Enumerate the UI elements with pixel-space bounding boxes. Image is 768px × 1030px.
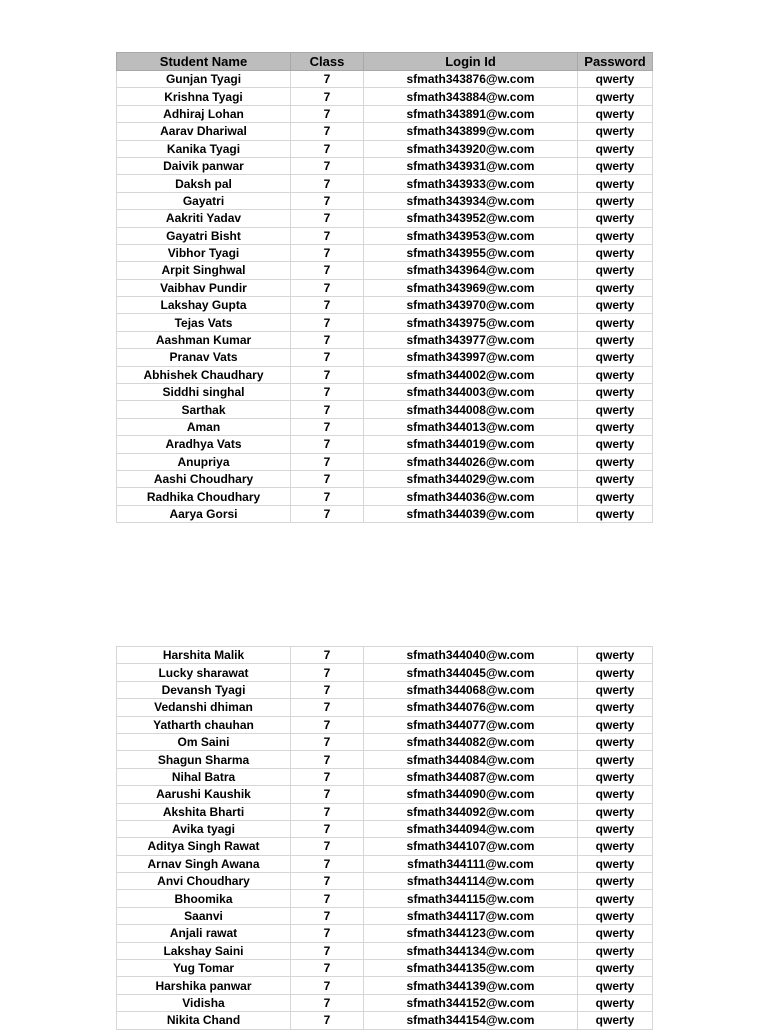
student-name-cell: Anupriya	[117, 453, 291, 470]
table-row	[117, 175, 653, 192]
student-name-cell: Yatharth chauhan	[117, 716, 291, 733]
login-id-cell: sfmath344045@w.com	[364, 664, 578, 681]
class-cell: 7	[291, 994, 364, 1011]
table-row	[117, 210, 653, 227]
table-row	[117, 123, 653, 140]
password-cell: qwerty	[578, 699, 653, 716]
password-cell: qwerty	[578, 994, 653, 1011]
password-cell: qwerty	[578, 244, 653, 261]
header-login-id: Login Id	[364, 53, 578, 71]
student-name-cell: Sarthak	[117, 401, 291, 418]
table-row	[117, 699, 653, 716]
class-cell: 7	[291, 140, 364, 157]
login-id-cell: sfmath343899@w.com	[364, 123, 578, 140]
password-cell: qwerty	[578, 157, 653, 174]
login-id-cell: sfmath344082@w.com	[364, 733, 578, 750]
student-name-cell: Om Saini	[117, 733, 291, 750]
login-id-cell: sfmath344139@w.com	[364, 977, 578, 994]
login-id-cell: sfmath344092@w.com	[364, 803, 578, 820]
password-cell: qwerty	[578, 123, 653, 140]
student-name-cell: Krishna Tyagi	[117, 88, 291, 105]
class-cell: 7	[291, 262, 364, 279]
table-row	[117, 453, 653, 470]
login-id-cell: sfmath343933@w.com	[364, 175, 578, 192]
login-id-cell: sfmath344008@w.com	[364, 401, 578, 418]
table-row	[117, 297, 653, 314]
password-cell: qwerty	[578, 436, 653, 453]
table-row	[117, 279, 653, 296]
password-cell: qwerty	[578, 960, 653, 977]
class-cell: 7	[291, 977, 364, 994]
table-row	[117, 71, 653, 88]
student-name-cell: Harshita Malik	[117, 647, 291, 664]
class-cell: 7	[291, 384, 364, 401]
password-cell: qwerty	[578, 192, 653, 209]
table-row	[117, 820, 653, 837]
student-name-cell: Akshita Bharti	[117, 803, 291, 820]
login-id-cell: sfmath344003@w.com	[364, 384, 578, 401]
student-name-cell: Aarav Dhariwal	[117, 123, 291, 140]
header-class: Class	[291, 53, 364, 71]
password-cell: qwerty	[578, 279, 653, 296]
login-id-cell: sfmath344026@w.com	[364, 453, 578, 470]
class-cell: 7	[291, 733, 364, 750]
table-row	[117, 384, 653, 401]
login-id-cell: sfmath344068@w.com	[364, 681, 578, 698]
password-cell: qwerty	[578, 331, 653, 348]
student-name-cell: Saanvi	[117, 907, 291, 924]
password-cell: qwerty	[578, 803, 653, 820]
student-table-top	[116, 52, 653, 523]
table-row	[117, 751, 653, 768]
table-row	[117, 925, 653, 942]
login-id-cell: sfmath343931@w.com	[364, 157, 578, 174]
table-row	[117, 505, 653, 522]
password-cell: qwerty	[578, 1012, 653, 1029]
table-row	[117, 262, 653, 279]
student-name-cell: Vaibhav Pundir	[117, 279, 291, 296]
login-id-cell: sfmath344152@w.com	[364, 994, 578, 1011]
class-cell: 7	[291, 873, 364, 890]
table-row	[117, 873, 653, 890]
table-row	[117, 244, 653, 261]
table-body-bottom	[117, 647, 653, 1030]
table-row	[117, 227, 653, 244]
login-id-cell: sfmath343975@w.com	[364, 314, 578, 331]
table-row	[117, 140, 653, 157]
student-name-cell: Vedanshi dhiman	[117, 699, 291, 716]
class-cell: 7	[291, 960, 364, 977]
class-cell: 7	[291, 314, 364, 331]
class-cell: 7	[291, 768, 364, 785]
student-name-cell: Avika tyagi	[117, 820, 291, 837]
class-cell: 7	[291, 803, 364, 820]
table-row	[117, 366, 653, 383]
student-name-cell: Gayatri Bisht	[117, 227, 291, 244]
password-cell: qwerty	[578, 314, 653, 331]
table-row	[117, 1012, 653, 1029]
login-id-cell: sfmath344090@w.com	[364, 786, 578, 803]
table-body-top	[117, 71, 653, 523]
login-id-cell: sfmath344117@w.com	[364, 907, 578, 924]
login-id-cell: sfmath344013@w.com	[364, 418, 578, 435]
student-name-cell: Tejas Vats	[117, 314, 291, 331]
student-name-cell: Kanika Tyagi	[117, 140, 291, 157]
class-cell: 7	[291, 105, 364, 122]
password-cell: qwerty	[578, 855, 653, 872]
class-cell: 7	[291, 279, 364, 296]
login-id-cell: sfmath344107@w.com	[364, 838, 578, 855]
password-cell: qwerty	[578, 977, 653, 994]
class-cell: 7	[291, 890, 364, 907]
table-row	[117, 331, 653, 348]
table-row	[117, 314, 653, 331]
password-cell: qwerty	[578, 418, 653, 435]
table-row	[117, 716, 653, 733]
password-cell: qwerty	[578, 751, 653, 768]
login-id-cell: sfmath344115@w.com	[364, 890, 578, 907]
student-name-cell: Harshika panwar	[117, 977, 291, 994]
student-name-cell: Nihal Batra	[117, 768, 291, 785]
table-row	[117, 664, 653, 681]
login-id-cell: sfmath344134@w.com	[364, 942, 578, 959]
student-table-bottom	[116, 646, 653, 1030]
class-cell: 7	[291, 1012, 364, 1029]
student-name-cell: Aashman Kumar	[117, 331, 291, 348]
class-cell: 7	[291, 716, 364, 733]
table-row	[117, 855, 653, 872]
student-name-cell: Anjali rawat	[117, 925, 291, 942]
table-row	[117, 786, 653, 803]
student-name-cell: Lakshay Gupta	[117, 297, 291, 314]
class-cell: 7	[291, 71, 364, 88]
class-cell: 7	[291, 297, 364, 314]
login-id-cell: sfmath344029@w.com	[364, 470, 578, 487]
password-cell: qwerty	[578, 105, 653, 122]
password-cell: qwerty	[578, 681, 653, 698]
table-row	[117, 890, 653, 907]
class-cell: 7	[291, 210, 364, 227]
login-id-cell: sfmath343953@w.com	[364, 227, 578, 244]
login-id-cell: sfmath343970@w.com	[364, 297, 578, 314]
student-name-cell: Daksh pal	[117, 175, 291, 192]
class-cell: 7	[291, 470, 364, 487]
class-cell: 7	[291, 175, 364, 192]
table-row	[117, 88, 653, 105]
password-cell: qwerty	[578, 942, 653, 959]
table-row	[117, 401, 653, 418]
student-name-cell: Daivik panwar	[117, 157, 291, 174]
login-id-cell: sfmath344154@w.com	[364, 1012, 578, 1029]
student-name-cell: Bhoomika	[117, 890, 291, 907]
class-cell: 7	[291, 681, 364, 698]
password-cell: qwerty	[578, 733, 653, 750]
login-id-cell: sfmath344002@w.com	[364, 366, 578, 383]
table-row	[117, 418, 653, 435]
password-cell: qwerty	[578, 470, 653, 487]
login-id-cell: sfmath343964@w.com	[364, 262, 578, 279]
table-row	[117, 470, 653, 487]
password-cell: qwerty	[578, 175, 653, 192]
student-name-cell: Siddhi singhal	[117, 384, 291, 401]
table-row	[117, 942, 653, 959]
table-row	[117, 436, 653, 453]
student-name-cell: Aarya Gorsi	[117, 505, 291, 522]
header-student-name: Student Name	[117, 53, 291, 71]
class-cell: 7	[291, 157, 364, 174]
student-name-cell: Gayatri	[117, 192, 291, 209]
header-password: Password	[578, 53, 653, 71]
password-cell: qwerty	[578, 925, 653, 942]
class-cell: 7	[291, 227, 364, 244]
password-cell: qwerty	[578, 366, 653, 383]
table-row	[117, 192, 653, 209]
class-cell: 7	[291, 331, 364, 348]
login-id-cell: sfmath343891@w.com	[364, 105, 578, 122]
login-id-cell: sfmath343876@w.com	[364, 71, 578, 88]
table-row	[117, 349, 653, 366]
login-id-cell: sfmath343884@w.com	[364, 88, 578, 105]
login-id-cell: sfmath343969@w.com	[364, 279, 578, 296]
class-cell: 7	[291, 820, 364, 837]
class-cell: 7	[291, 699, 364, 716]
student-name-cell: Arnav Singh Awana	[117, 855, 291, 872]
student-name-cell: Shagun Sharma	[117, 751, 291, 768]
class-cell: 7	[291, 436, 364, 453]
password-cell: qwerty	[578, 768, 653, 785]
class-cell: 7	[291, 664, 364, 681]
password-cell: qwerty	[578, 384, 653, 401]
password-cell: qwerty	[578, 716, 653, 733]
password-cell: qwerty	[578, 505, 653, 522]
table-row	[117, 157, 653, 174]
student-name-cell: Yug Tomar	[117, 960, 291, 977]
class-cell: 7	[291, 751, 364, 768]
class-cell: 7	[291, 488, 364, 505]
password-cell: qwerty	[578, 453, 653, 470]
password-cell: qwerty	[578, 227, 653, 244]
password-cell: qwerty	[578, 873, 653, 890]
password-cell: qwerty	[578, 88, 653, 105]
login-id-cell: sfmath344039@w.com	[364, 505, 578, 522]
class-cell: 7	[291, 855, 364, 872]
class-cell: 7	[291, 647, 364, 664]
login-id-cell: sfmath344019@w.com	[364, 436, 578, 453]
login-id-cell: sfmath344087@w.com	[364, 768, 578, 785]
class-cell: 7	[291, 505, 364, 522]
table-row	[117, 105, 653, 122]
student-name-cell: Aarushi Kaushik	[117, 786, 291, 803]
class-cell: 7	[291, 349, 364, 366]
class-cell: 7	[291, 418, 364, 435]
class-cell: 7	[291, 838, 364, 855]
student-name-cell: Aashi Choudhary	[117, 470, 291, 487]
password-cell: qwerty	[578, 210, 653, 227]
student-name-cell: Gunjan Tyagi	[117, 71, 291, 88]
login-id-cell: sfmath344123@w.com	[364, 925, 578, 942]
password-cell: qwerty	[578, 71, 653, 88]
login-id-cell: sfmath344077@w.com	[364, 716, 578, 733]
student-name-cell: Pranav Vats	[117, 349, 291, 366]
student-name-cell: Aditya Singh Rawat	[117, 838, 291, 855]
table-header-row	[117, 53, 653, 71]
password-cell: qwerty	[578, 140, 653, 157]
student-name-cell: Vidisha	[117, 994, 291, 1011]
class-cell: 7	[291, 925, 364, 942]
table-row	[117, 960, 653, 977]
student-name-cell: Devansh Tyagi	[117, 681, 291, 698]
table-row	[117, 803, 653, 820]
table-row	[117, 647, 653, 664]
password-cell: qwerty	[578, 786, 653, 803]
login-id-cell: sfmath344040@w.com	[364, 647, 578, 664]
class-cell: 7	[291, 401, 364, 418]
password-cell: qwerty	[578, 647, 653, 664]
class-cell: 7	[291, 88, 364, 105]
password-cell: qwerty	[578, 664, 653, 681]
student-name-cell: Aradhya Vats	[117, 436, 291, 453]
login-id-cell: sfmath343934@w.com	[364, 192, 578, 209]
student-name-cell: Arpit Singhwal	[117, 262, 291, 279]
login-id-cell: sfmath344135@w.com	[364, 960, 578, 977]
table-row	[117, 733, 653, 750]
student-name-cell: Aakriti Yadav	[117, 210, 291, 227]
login-id-cell: sfmath343977@w.com	[364, 331, 578, 348]
class-cell: 7	[291, 244, 364, 261]
login-id-cell: sfmath343955@w.com	[364, 244, 578, 261]
password-cell: qwerty	[578, 349, 653, 366]
login-id-cell: sfmath343997@w.com	[364, 349, 578, 366]
login-id-cell: sfmath343920@w.com	[364, 140, 578, 157]
password-cell: qwerty	[578, 890, 653, 907]
password-cell: qwerty	[578, 488, 653, 505]
student-name-cell: Vibhor Tyagi	[117, 244, 291, 261]
class-cell: 7	[291, 786, 364, 803]
table-row	[117, 488, 653, 505]
login-id-cell: sfmath344094@w.com	[364, 820, 578, 837]
table-row	[117, 838, 653, 855]
student-name-cell: Aman	[117, 418, 291, 435]
login-id-cell: sfmath344084@w.com	[364, 751, 578, 768]
student-name-cell: Nikita Chand	[117, 1012, 291, 1029]
login-id-cell: sfmath343952@w.com	[364, 210, 578, 227]
class-cell: 7	[291, 123, 364, 140]
login-id-cell: sfmath344076@w.com	[364, 699, 578, 716]
student-name-cell: Radhika Choudhary	[117, 488, 291, 505]
table-row	[117, 994, 653, 1011]
password-cell: qwerty	[578, 838, 653, 855]
password-cell: qwerty	[578, 907, 653, 924]
table-row	[117, 681, 653, 698]
class-cell: 7	[291, 192, 364, 209]
password-cell: qwerty	[578, 297, 653, 314]
class-cell: 7	[291, 366, 364, 383]
table-row	[117, 977, 653, 994]
student-name-cell: Anvi Choudhary	[117, 873, 291, 890]
class-cell: 7	[291, 453, 364, 470]
login-id-cell: sfmath344114@w.com	[364, 873, 578, 890]
class-cell: 7	[291, 907, 364, 924]
table-row	[117, 768, 653, 785]
login-id-cell: sfmath344036@w.com	[364, 488, 578, 505]
password-cell: qwerty	[578, 820, 653, 837]
student-name-cell: Adhiraj Lohan	[117, 105, 291, 122]
login-id-cell: sfmath344111@w.com	[364, 855, 578, 872]
password-cell: qwerty	[578, 262, 653, 279]
table-row	[117, 907, 653, 924]
student-name-cell: Abhishek Chaudhary	[117, 366, 291, 383]
student-name-cell: Lucky sharawat	[117, 664, 291, 681]
password-cell: qwerty	[578, 401, 653, 418]
class-cell: 7	[291, 942, 364, 959]
student-name-cell: Lakshay Saini	[117, 942, 291, 959]
